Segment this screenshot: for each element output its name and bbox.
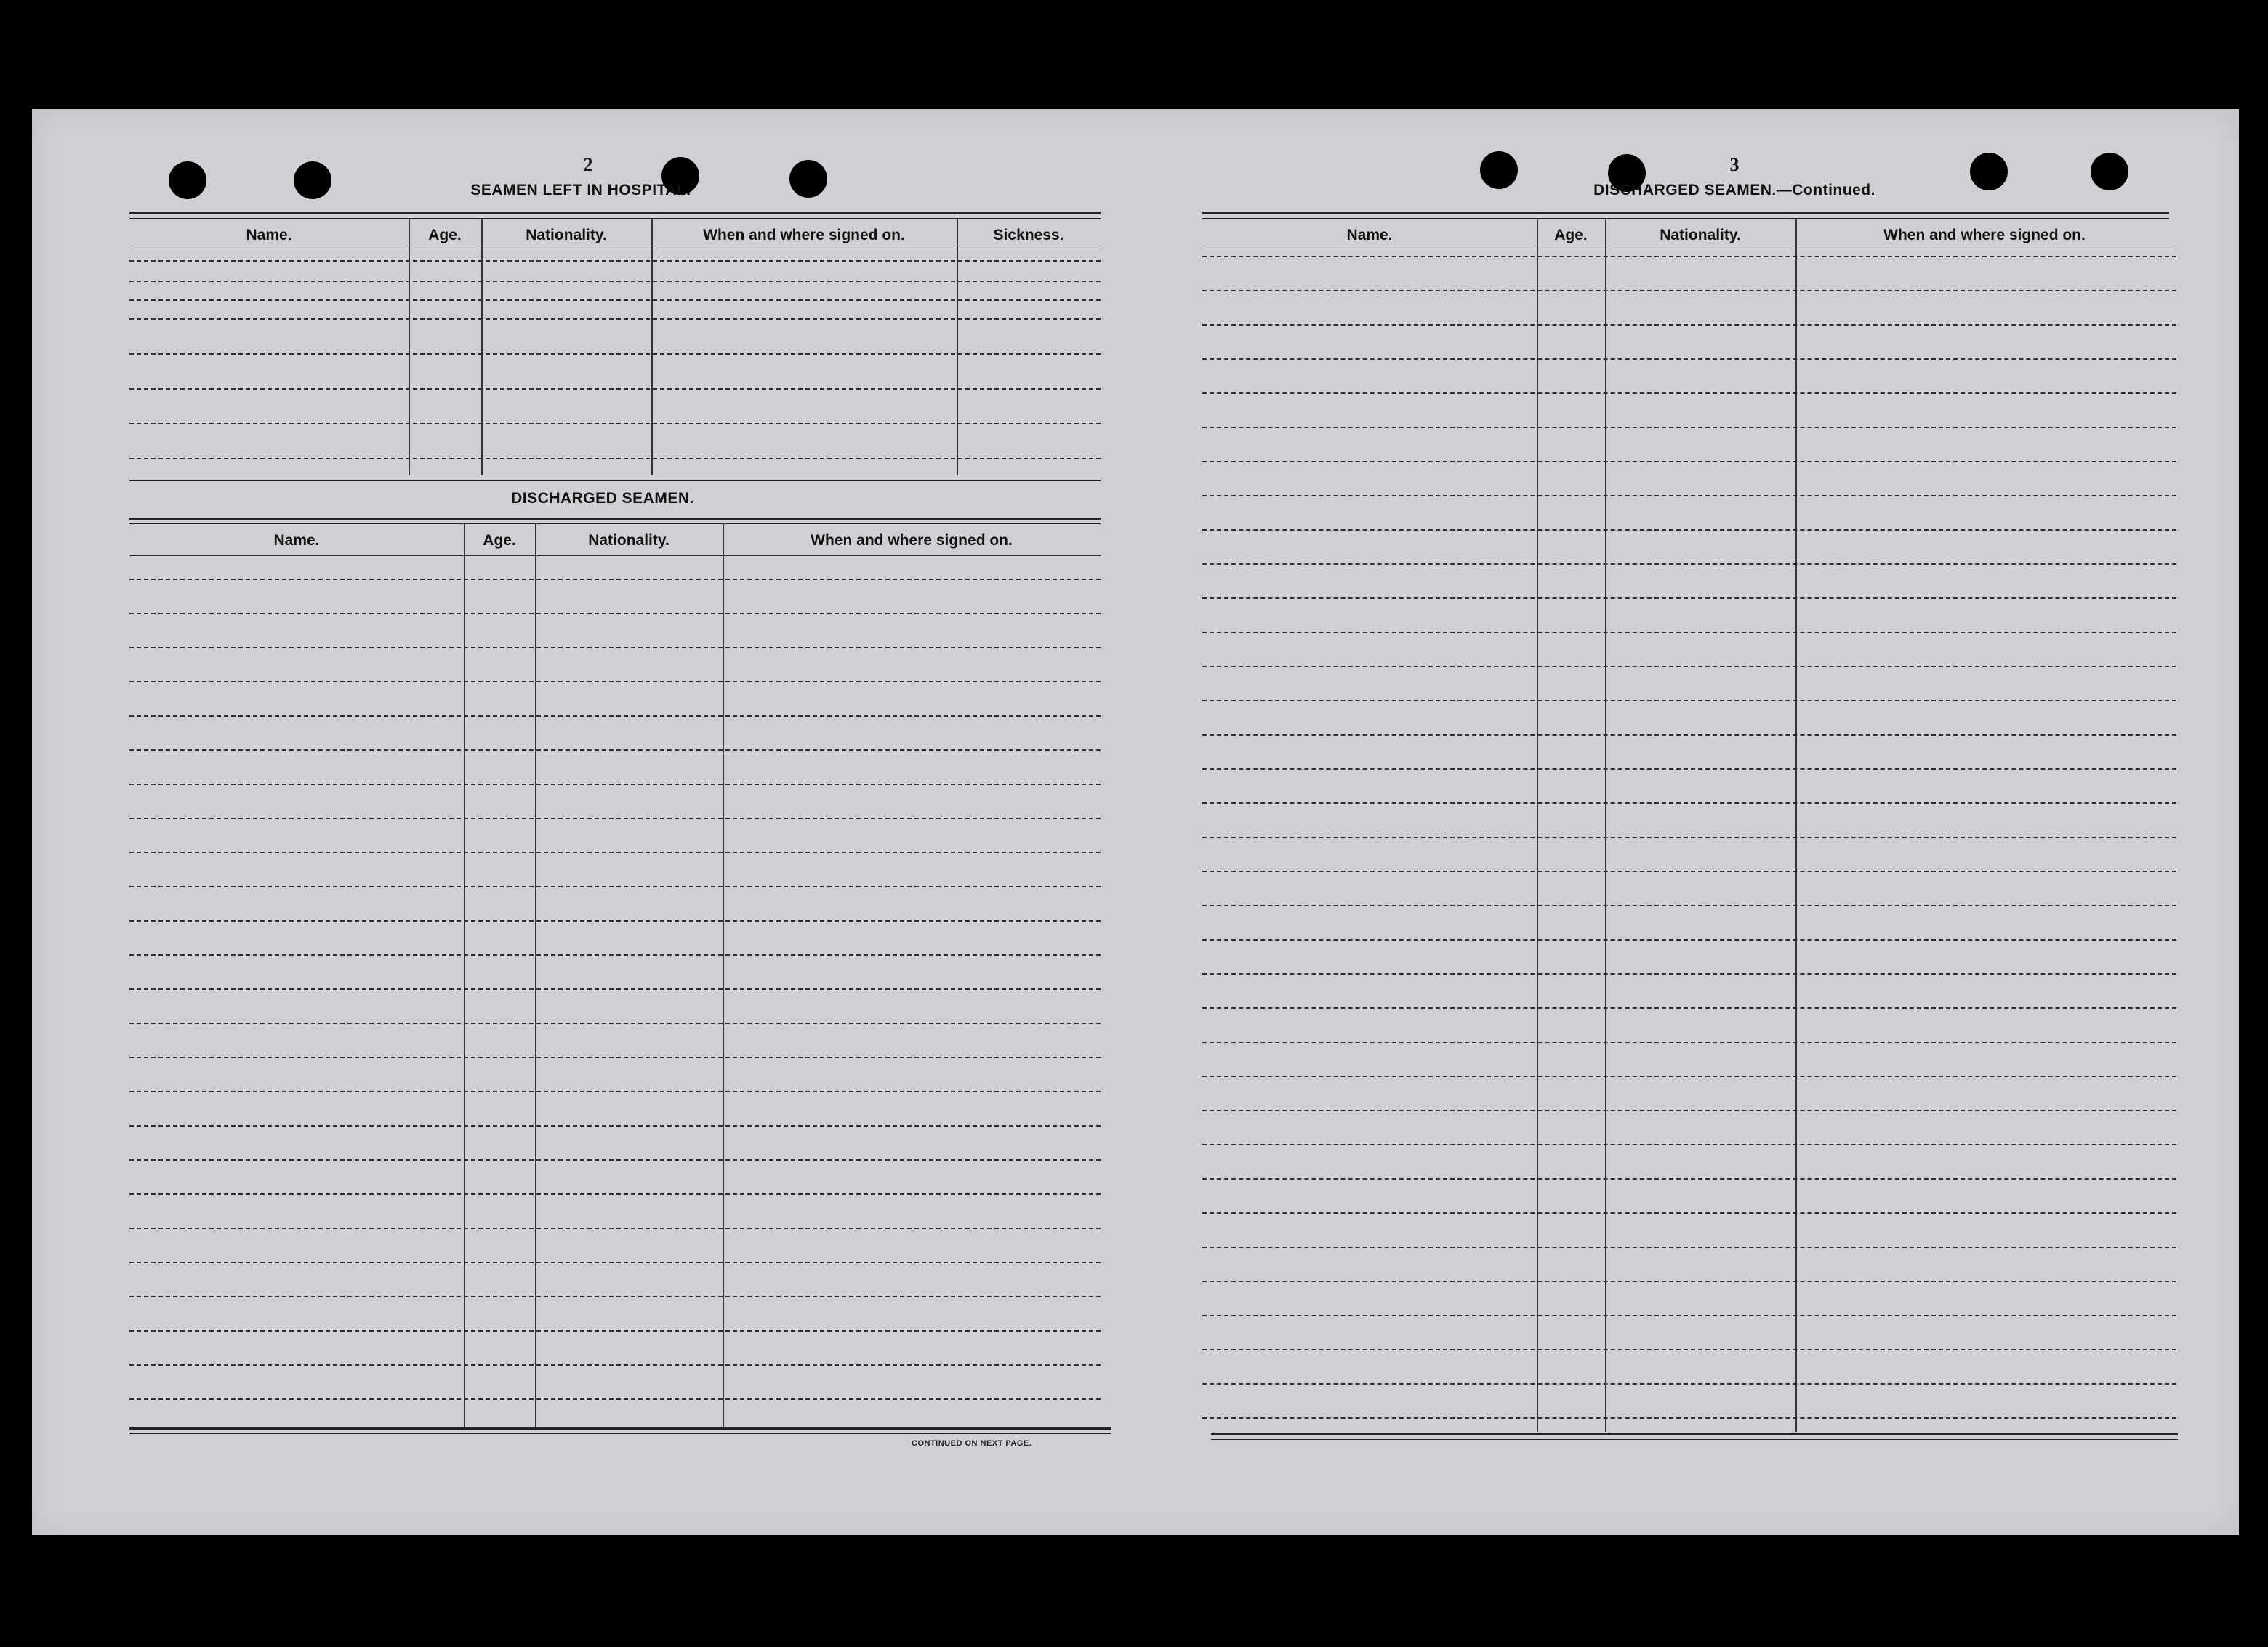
- column-divider: [481, 218, 483, 475]
- column-divider: [464, 523, 465, 1427]
- column-header-nationality: Nationality.: [1660, 227, 1741, 243]
- table-row-line: [1202, 802, 2176, 804]
- table-row-line: [129, 1091, 1101, 1092]
- column-divider: [1796, 218, 1797, 1432]
- table-row-line: [1202, 1042, 2176, 1043]
- section-title-discharged: DISCHARGED SEAMEN.: [511, 490, 694, 507]
- table-row-line: [129, 1330, 1101, 1332]
- section-rule: [1211, 1433, 2178, 1440]
- table-row-line: [1202, 392, 2176, 394]
- table-row-line: [1202, 563, 2176, 565]
- table-row-line: [129, 1296, 1101, 1297]
- table-row-line: [129, 920, 1101, 922]
- table-row-line: [129, 318, 1101, 320]
- table-row-line: [1202, 1007, 2176, 1009]
- section-title-hospital: SEAMEN LEFT IN HOSPITAL.: [470, 182, 691, 198]
- column-divider: [535, 523, 536, 1427]
- column-header-signed-on: When and where signed on.: [1883, 227, 2086, 243]
- column-divider: [409, 218, 410, 475]
- column-header-sickness: Sickness.: [993, 227, 1064, 243]
- table-row-line: [1202, 837, 2176, 838]
- table-row-line: [129, 260, 1101, 262]
- table-row-line: [1202, 324, 2176, 326]
- table-row-line: [1202, 871, 2176, 872]
- table-row-line: [129, 579, 1101, 580]
- section-title-discharged-continued: DISCHARGED SEAMEN.—Continued.: [1593, 182, 1875, 198]
- left-page: [97, 109, 1108, 1535]
- table-row-line: [129, 281, 1101, 282]
- table-row-line: [1202, 700, 2176, 701]
- hospital-table: [129, 218, 1101, 475]
- table-row-line: [129, 1193, 1101, 1195]
- table-row-line: [1202, 358, 2176, 360]
- table-row-line: [1202, 1110, 2176, 1111]
- table-row-line: [129, 886, 1101, 887]
- table-row-line: [129, 1125, 1101, 1127]
- column-divider: [1605, 218, 1606, 1432]
- table-row-line: [129, 353, 1101, 355]
- table-row-line: [1202, 461, 2176, 462]
- column-header-age: Age.: [483, 532, 516, 549]
- continued-note: CONTINUED ON NEXT PAGE.: [912, 1439, 1032, 1448]
- table-row-line: [129, 423, 1101, 424]
- table-row-line: [1202, 905, 2176, 906]
- table-row-line: [1202, 1417, 2176, 1419]
- table-row-line: [129, 1159, 1101, 1161]
- table-row-line: [1202, 256, 2176, 257]
- table-row-line: [129, 1262, 1101, 1263]
- column-header-nationality: Nationality.: [526, 227, 607, 243]
- table-row-line: [1202, 666, 2176, 667]
- table-row-line: [1202, 495, 2176, 496]
- table-row-line: [129, 1023, 1101, 1024]
- column-header-name: Name.: [246, 227, 292, 243]
- table-row-line: [1202, 1212, 2176, 1214]
- table-row-line: [1202, 1383, 2176, 1385]
- table-row-line: [1202, 1178, 2176, 1180]
- column-header-signed-on: When and where signed on.: [703, 227, 905, 243]
- table-row-line: [1202, 529, 2176, 531]
- table-row-line: [129, 715, 1101, 717]
- table-row-line: [1202, 1315, 2176, 1316]
- table-row-line: [1202, 290, 2176, 291]
- table-row-line: [129, 818, 1101, 819]
- table-row-line: [129, 784, 1101, 785]
- column-header-name: Name.: [273, 532, 320, 549]
- section-rule: [129, 480, 1101, 481]
- table-row-line: [1202, 1076, 2176, 1077]
- table-row-line: [1202, 427, 2176, 428]
- column-header-age: Age.: [1554, 227, 1588, 243]
- table-row-line: [129, 749, 1101, 751]
- section-rule: [129, 1427, 1111, 1434]
- discharged-table: [129, 523, 1101, 1427]
- page-number: 3: [1729, 154, 1740, 175]
- table-row-line: [1202, 1144, 2176, 1145]
- table-row-line: [129, 1364, 1101, 1366]
- table-row-line: [129, 681, 1101, 682]
- table-row-line: [1202, 632, 2176, 633]
- page-number: 2: [583, 154, 593, 175]
- discharged-continued-table: [1202, 218, 2176, 1432]
- table-row-line: [1202, 973, 2176, 975]
- column-header-nationality: Nationality.: [588, 532, 669, 549]
- table-row-line: [129, 852, 1101, 853]
- column-divider: [723, 523, 724, 1427]
- table-row-line: [129, 458, 1101, 459]
- table-row-line: [1202, 1247, 2176, 1248]
- table-row-line: [129, 647, 1101, 648]
- table-row-line: [129, 388, 1101, 390]
- table-row-line: [129, 988, 1101, 990]
- column-divider: [1537, 218, 1538, 1432]
- table-row-line: [129, 1057, 1101, 1058]
- column-header-name: Name.: [1346, 227, 1393, 243]
- column-divider: [651, 218, 653, 475]
- table-row-line: [129, 1398, 1101, 1400]
- table-row-line: [1202, 768, 2176, 770]
- table-row-line: [129, 299, 1101, 301]
- table-row-line: [129, 613, 1101, 614]
- right-page: [1202, 109, 2208, 1535]
- table-row-line: [1202, 939, 2176, 941]
- header-underline: [129, 555, 1101, 556]
- table-row-line: [1202, 1281, 2176, 1282]
- document-sheet: [32, 109, 2239, 1535]
- table-row-line: [129, 1228, 1101, 1229]
- column-divider: [957, 218, 958, 475]
- table-row-line: [1202, 597, 2176, 599]
- table-row-line: [1202, 734, 2176, 736]
- table-row-line: [1202, 1349, 2176, 1350]
- column-header-signed-on: When and where signed on.: [811, 532, 1013, 549]
- table-row-line: [129, 954, 1101, 956]
- column-header-age: Age.: [428, 227, 462, 243]
